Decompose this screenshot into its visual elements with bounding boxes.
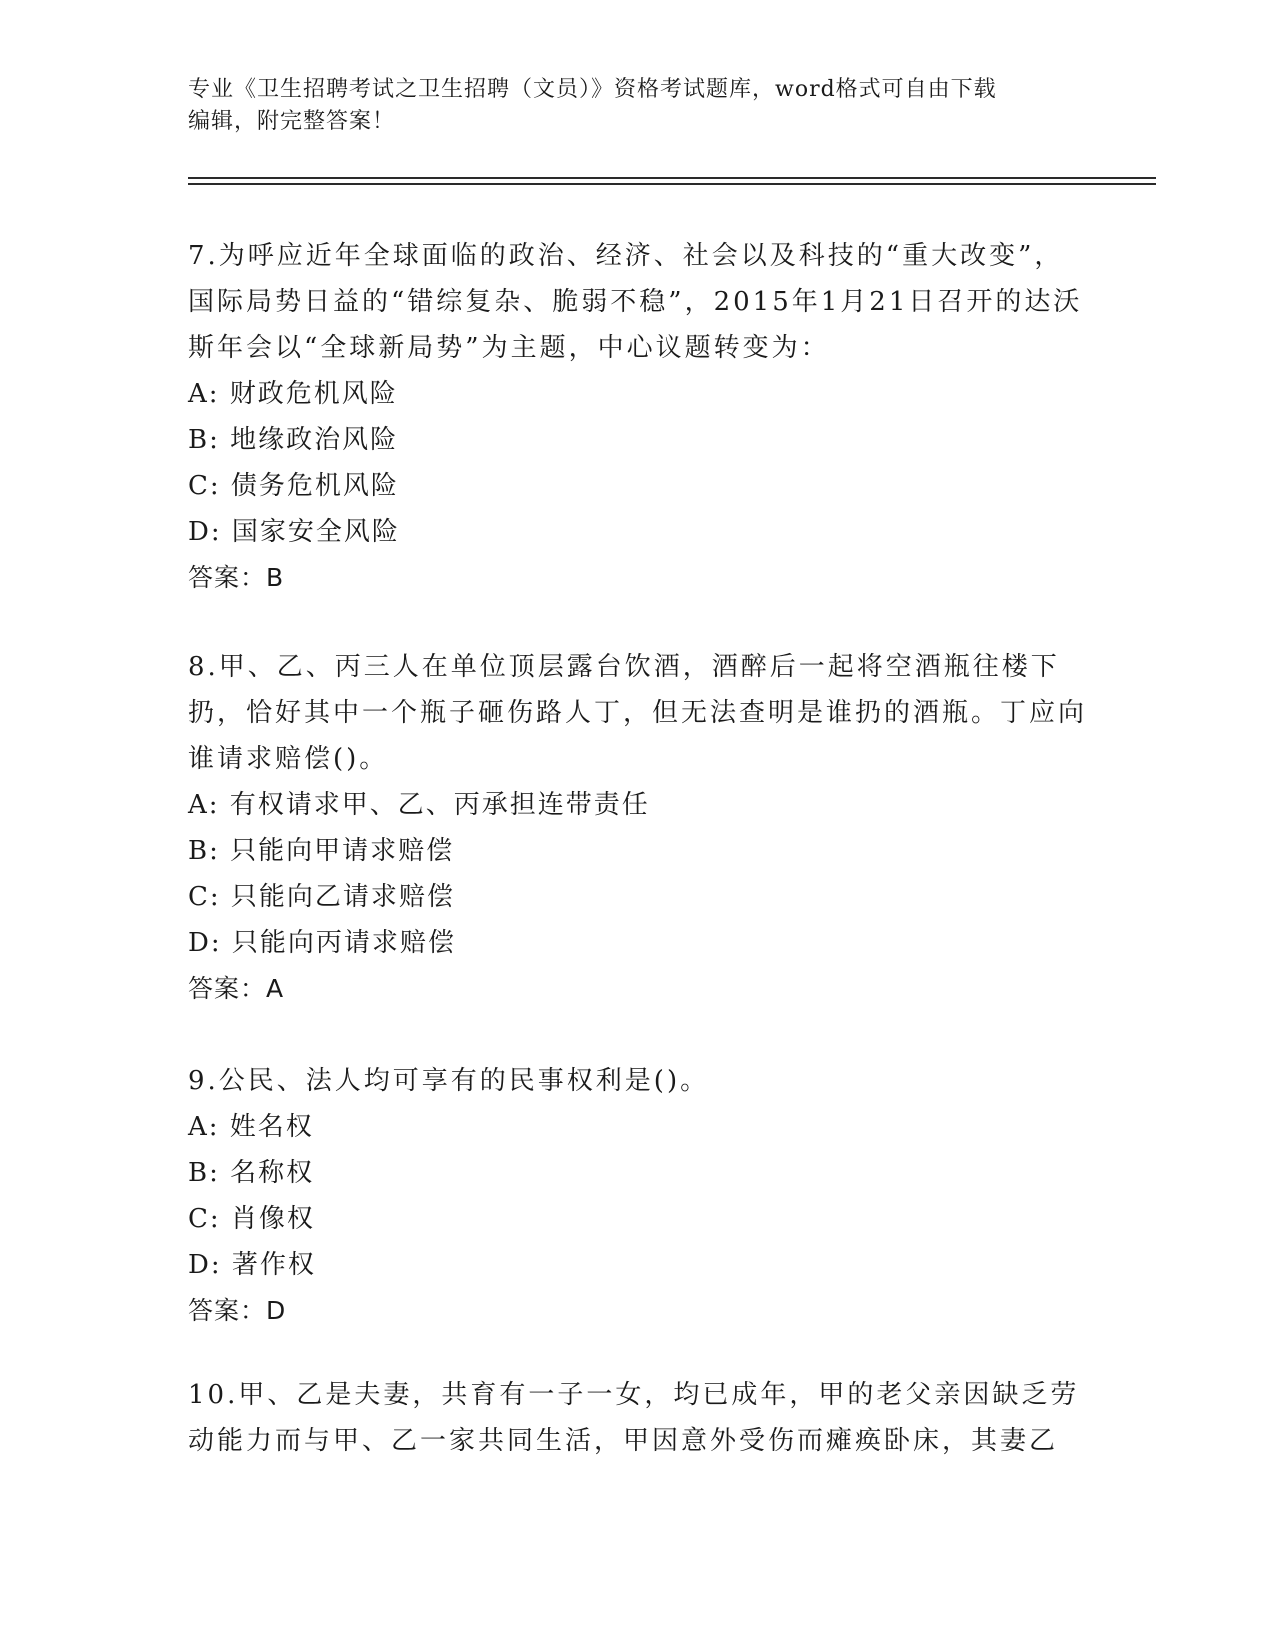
option-d: D: 国家安全风险 bbox=[188, 517, 400, 547]
question-stem: 8.甲、乙、丙三人在单位顶层露台饮酒，酒醉后一起将空酒瓶往楼下扔，恰好其中一个瓶子砸伤路人丁，但无法查明是谁扔的酒瓶。丁应向谁请求赔偿()。 bbox=[188, 652, 1088, 774]
question-10 bbox=[188, 1372, 1088, 1464]
option-a: A: 有权请求甲、乙、丙承担连带责任 bbox=[188, 790, 650, 820]
question-stem: 9.公民、法人均可享有的民事权利是()。 bbox=[188, 1066, 710, 1096]
answer: 答案：D bbox=[188, 1296, 287, 1325]
question-stem: 10.甲、乙是夫妻，共育有一子一女，均已成年，甲的老父亲因缺乏劳动能力而与甲、乙一家共同生活，甲因意外受伤而瘫痪卧床，其妻乙 bbox=[188, 1380, 1080, 1456]
option-a: A: 姓名权 bbox=[188, 1112, 314, 1142]
option-b: B: 名称权 bbox=[188, 1158, 315, 1188]
option-b: B: 地缘政治风险 bbox=[188, 425, 399, 455]
option-a: A: 财政危机风险 bbox=[188, 379, 398, 409]
question-9 bbox=[188, 1058, 1088, 1334]
document-header: 专业《卫生招聘考试之卫生招聘（文员）》资格考试题库，word格式可自由下载 编辑，附完整答案！ bbox=[188, 77, 997, 134]
option-c: C: 只能向乙请求赔偿 bbox=[188, 882, 455, 912]
option-d: D: 只能向丙请求赔偿 bbox=[188, 928, 456, 958]
option-c: C: 肖像权 bbox=[188, 1204, 315, 1234]
option-b: B: 只能向甲请求赔偿 bbox=[188, 836, 455, 866]
header-divider-secondary bbox=[188, 183, 1156, 185]
answer: 答案：A bbox=[188, 974, 285, 1003]
question-7 bbox=[188, 233, 1088, 601]
question-stem: 7.为呼应近年全球面临的政治、经济、社会以及科技的“重大改变”，国际局势日益的“错综复杂、脆弱不稳”，2015年1月21日召开的达沃斯年会以“全球新局势”为主题，中心议题转变为： bbox=[188, 241, 1083, 363]
answer: 答案：B bbox=[188, 563, 285, 592]
option-c: C: 债务危机风险 bbox=[188, 471, 399, 501]
header-divider bbox=[188, 177, 1156, 179]
option-d: D: 著作权 bbox=[188, 1250, 316, 1280]
question-8 bbox=[188, 644, 1088, 1012]
